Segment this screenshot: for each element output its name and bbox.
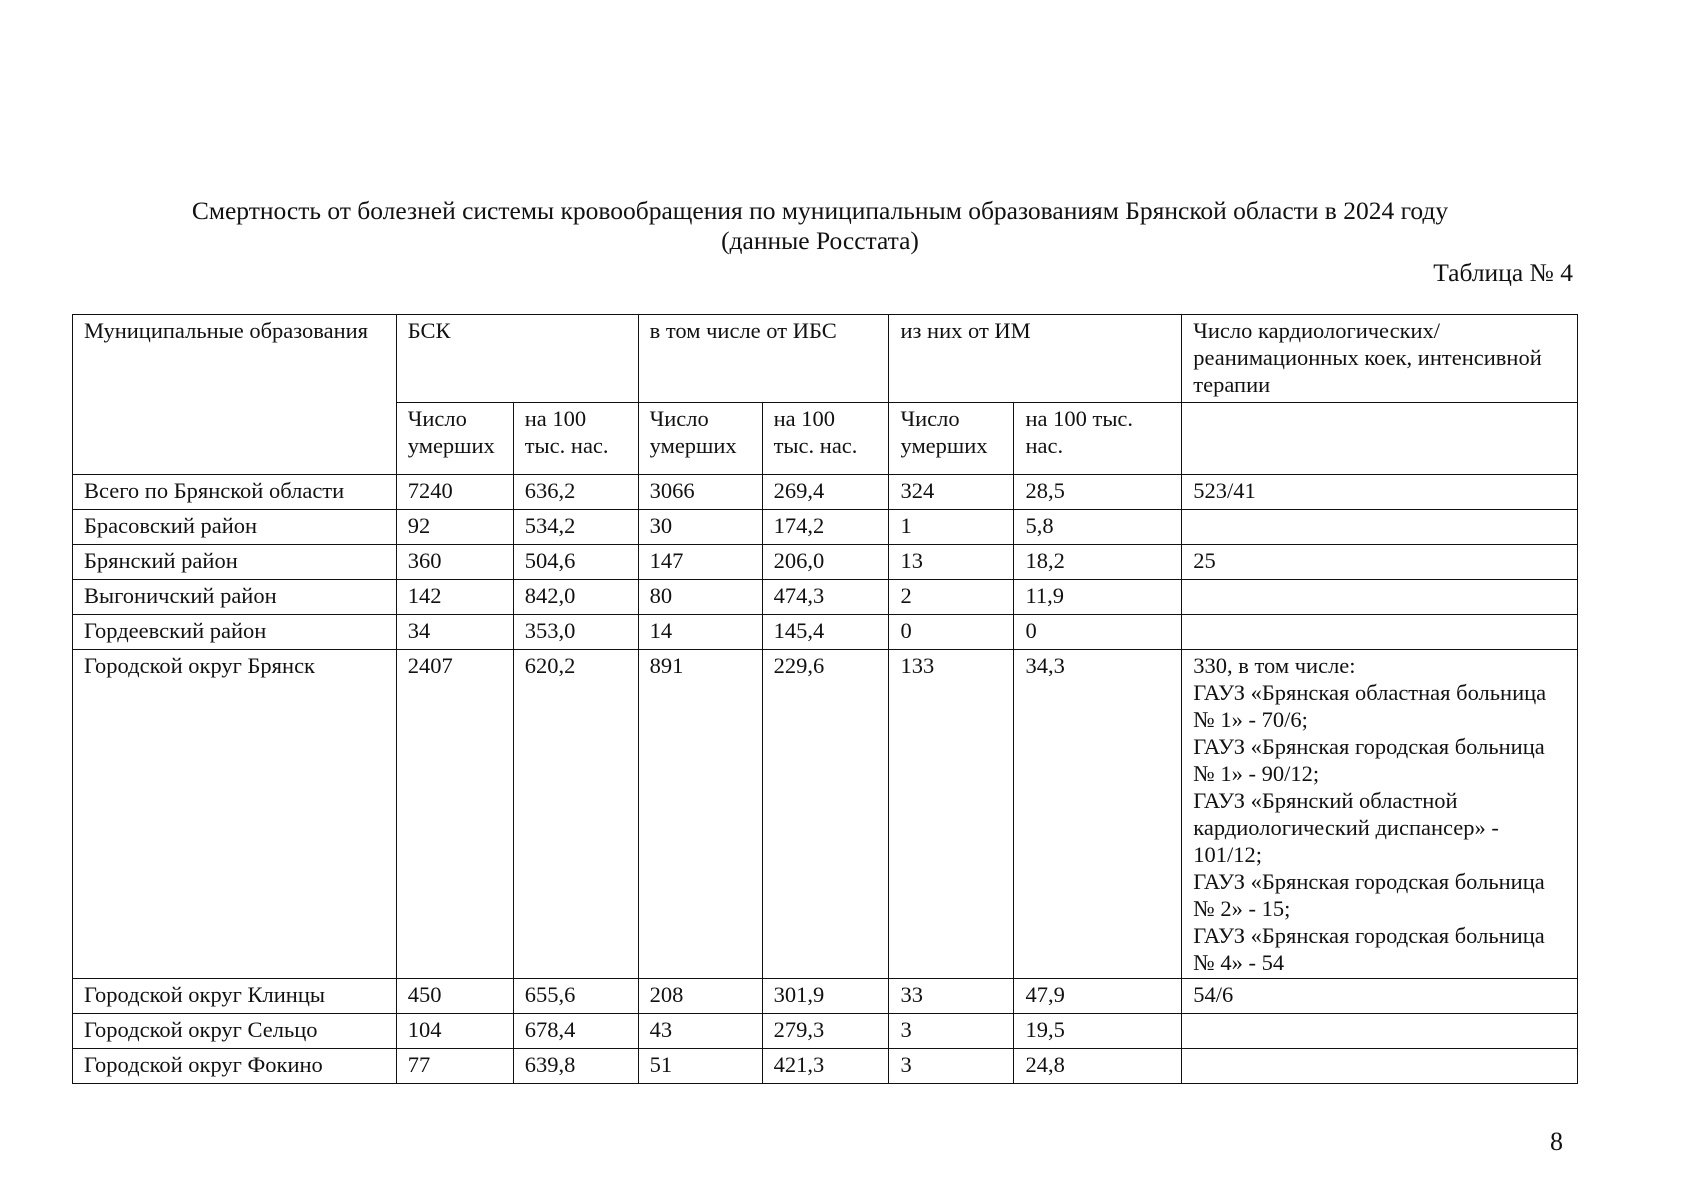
cell-ibs-rate: 474,3: [762, 580, 889, 615]
beds-line: ГАУЗ «Брянская городская больница № 4» - 54: [1193, 923, 1545, 975]
table-row: [73, 1049, 1578, 1084]
cell-bsk-deaths: 142: [396, 580, 513, 615]
cell-name: Городской округ Клинцы: [73, 979, 397, 1014]
cell-name: Гордеевский район: [73, 615, 397, 650]
cell-bsk-rate: 655,6: [513, 979, 638, 1014]
cell-bsk-deaths: 450: [396, 979, 513, 1014]
cell-im-rate: 5,8: [1014, 510, 1182, 545]
cell-ibs-deaths: 208: [638, 979, 762, 1014]
cell-beds: [1182, 1014, 1578, 1049]
cell-bsk-rate: 678,4: [513, 1014, 638, 1049]
cell-bsk-rate: 639,8: [513, 1049, 638, 1084]
cell-im-deaths: 0: [889, 615, 1014, 650]
cell-bsk-deaths: 7240: [396, 475, 513, 510]
header-row-1: [73, 315, 1578, 403]
beds-line: ГАУЗ «Брянская городская больница № 2» - 15;: [1193, 869, 1545, 921]
table-number: Таблица № 4: [1433, 258, 1573, 287]
table-row: [73, 545, 1578, 580]
cell-beds: [1182, 580, 1578, 615]
cell-name: Городской округ Сельцо: [73, 1014, 397, 1049]
cell-bsk-deaths: 92: [396, 510, 513, 545]
cell-im-rate: 34,3: [1014, 650, 1182, 979]
cell-beds: 25: [1182, 545, 1578, 580]
header-ibs-deaths: Число умерших: [638, 403, 762, 475]
table-row: [73, 580, 1578, 615]
header-im: из них от ИМ: [889, 315, 1182, 403]
header-beds: Число кардиологических/реанимационных коек, интенсивной терапии: [1182, 315, 1578, 403]
cell-name: Выгоничский район: [73, 580, 397, 615]
cell-beds: 54/6: [1182, 979, 1578, 1014]
header-beds-empty: [1182, 403, 1578, 475]
cell-ibs-deaths: 147: [638, 545, 762, 580]
cell-bsk-deaths: 360: [396, 545, 513, 580]
table-row: [73, 650, 1578, 979]
title-line-2: (данные Росстата): [721, 226, 919, 255]
table-row: [73, 510, 1578, 545]
cell-ibs-rate: 269,4: [762, 475, 889, 510]
cell-bsk-deaths: 77: [396, 1049, 513, 1084]
cell-name: Брянский район: [73, 545, 397, 580]
beds-line: 330, в том числе:: [1193, 653, 1356, 678]
header-im-deaths: Число умерших: [889, 403, 1014, 475]
cell-ibs-rate: 145,4: [762, 615, 889, 650]
cell-ibs-rate: 421,3: [762, 1049, 889, 1084]
cell-im-rate: 24,8: [1014, 1049, 1182, 1084]
cell-bsk-deaths: 2407: [396, 650, 513, 979]
header-ibs: в том числе от ИБС: [638, 315, 889, 403]
cell-im-rate: 28,5: [1014, 475, 1182, 510]
cell-im-rate: 18,2: [1014, 545, 1182, 580]
cell-name: Брасовский район: [73, 510, 397, 545]
cell-bsk-deaths: 34: [396, 615, 513, 650]
cell-ibs-rate: 174,2: [762, 510, 889, 545]
cell-im-deaths: 3: [889, 1014, 1014, 1049]
cell-ibs-deaths: 30: [638, 510, 762, 545]
beds-line: ГАУЗ «Брянская областная больница № 1» - 70/6;: [1193, 680, 1547, 732]
cell-bsk-rate: 842,0: [513, 580, 638, 615]
cell-im-deaths: 133: [889, 650, 1014, 979]
cell-bsk-deaths: 104: [396, 1014, 513, 1049]
header-bsk: БСК: [396, 315, 638, 403]
table-row: [73, 615, 1578, 650]
cell-name: Городской округ Фокино: [73, 1049, 397, 1084]
cell-im-deaths: 1: [889, 510, 1014, 545]
cell-beds: [1182, 650, 1578, 979]
cell-ibs-deaths: 80: [638, 580, 762, 615]
cell-beds: 523/41: [1182, 475, 1578, 510]
cell-im-deaths: 2: [889, 580, 1014, 615]
cell-ibs-deaths: 14: [638, 615, 762, 650]
header-ibs-rate: на 100 тыс. нас.: [762, 403, 889, 475]
cell-im-rate: 0: [1014, 615, 1182, 650]
cell-beds: [1182, 510, 1578, 545]
beds-line: ГАУЗ «Брянская городская больница № 1» - 90/12;: [1193, 734, 1545, 786]
cell-im-deaths: 33: [889, 979, 1014, 1014]
cell-ibs-deaths: 891: [638, 650, 762, 979]
cell-im-rate: 11,9: [1014, 580, 1182, 615]
cell-ibs-deaths: 51: [638, 1049, 762, 1084]
title-line-1: Смертность от болезней системы кровообращения по муниципальным образованиям Брянской области в 2024 году: [191, 196, 1449, 225]
cell-ibs-rate: 301,9: [762, 979, 889, 1014]
cell-im-deaths: 324: [889, 475, 1014, 510]
cell-bsk-rate: 353,0: [513, 615, 638, 650]
cell-bsk-rate: 636,2: [513, 475, 638, 510]
cell-bsk-rate: 504,6: [513, 545, 638, 580]
header-bsk-deaths: Число умерших: [396, 403, 513, 475]
mortality-table: [72, 314, 1578, 1084]
cell-name: Всего по Брянской области: [73, 475, 397, 510]
cell-ibs-rate: 229,6: [762, 650, 889, 979]
header-municipal: Муниципальные образования: [73, 315, 397, 475]
cell-ibs-deaths: 3066: [638, 475, 762, 510]
beds-line: ГАУЗ «Брянский областной кардиологический диспансер» - 101/12;: [1193, 788, 1499, 867]
table-row: [73, 979, 1578, 1014]
cell-beds: [1182, 1049, 1578, 1084]
cell-ibs-deaths: 43: [638, 1014, 762, 1049]
cell-name: Городской округ Брянск: [73, 650, 397, 979]
cell-bsk-rate: 534,2: [513, 510, 638, 545]
cell-im-deaths: 13: [889, 545, 1014, 580]
cell-bsk-rate: 620,2: [513, 650, 638, 979]
cell-im-rate: 19,5: [1014, 1014, 1182, 1049]
document-title: [120, 196, 1520, 256]
header-bsk-rate: на 100 тыс. нас.: [513, 403, 638, 475]
cell-beds: [1182, 615, 1578, 650]
table-row: [73, 475, 1578, 510]
cell-im-rate: 47,9: [1014, 979, 1182, 1014]
cell-ibs-rate: 279,3: [762, 1014, 889, 1049]
cell-im-deaths: 3: [889, 1049, 1014, 1084]
cell-ibs-rate: 206,0: [762, 545, 889, 580]
table-row: [73, 1014, 1578, 1049]
header-im-rate: на 100 тыс. нас.: [1014, 403, 1182, 475]
page-number: 8: [1550, 1127, 1563, 1156]
